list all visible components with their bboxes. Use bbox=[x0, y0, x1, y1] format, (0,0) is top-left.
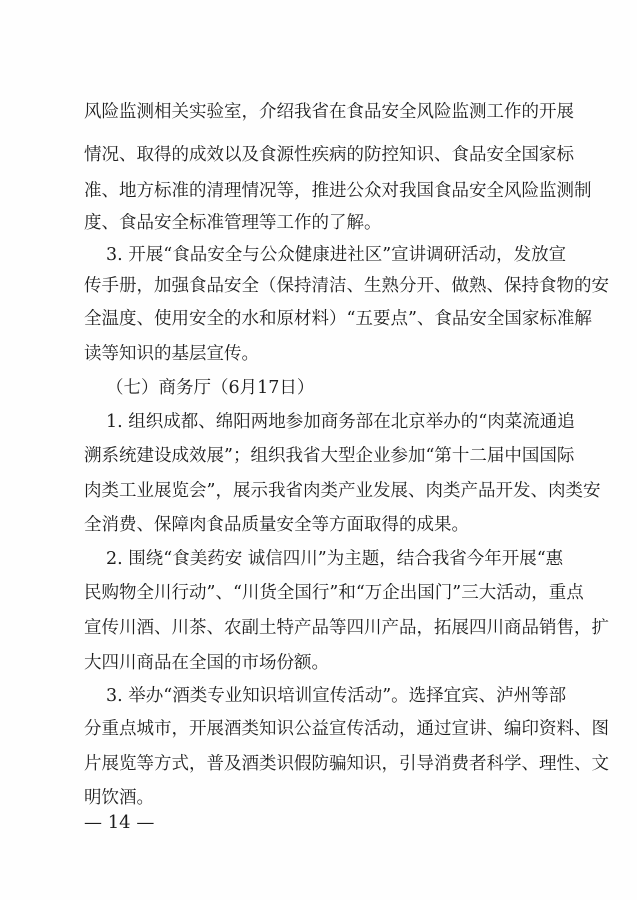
text-line: 全温度、使用安全的水和原材料）“五要点”、食品安全国家标准解 bbox=[84, 309, 592, 329]
text-line: 传手册，加强食品安全（保持清洁、生熟分开、做熟、保持食物的安 bbox=[84, 276, 609, 296]
text-line: 2. 围绕“食美药安 诚信四川”为主题，结合我省今年开展“惠 bbox=[106, 549, 564, 569]
text-line: 分重点城市，开展酒类知识公益宣传活动，通过宣讲、编印资料、图 bbox=[84, 719, 609, 739]
text-line: 肉类工业展览会”，展示我省肉类产业发展、肉类产品开发、肉类安 bbox=[84, 481, 601, 501]
text-line: 3. 开展“食品安全与公众健康进社区”宣讲调研活动，发放宣 bbox=[106, 245, 567, 265]
text-line: 全消费、保障肉食品质量安全等方面取得的成果。 bbox=[84, 515, 469, 535]
text-line: 情况、取得的成效以及食源性疾病的防控知识、食品安全国家标 bbox=[84, 145, 574, 165]
text-line: 风险监测相关实验室，介绍我省在食品安全风险监测工作的开展 bbox=[84, 102, 574, 122]
text-line: 片展览等方式，普及酒类识假防骗知识，引导消费者科学、理性、文 bbox=[84, 754, 609, 774]
text-line: 读等知识的基层宣传。 bbox=[84, 344, 259, 364]
text-line: 3. 举办“酒类专业知识培训宣传活动”。选择宜宾、泸州等部 bbox=[106, 686, 567, 706]
text-line: 准、地方标准的清理情况等，推进公众对我国食品安全风险监测制 bbox=[84, 181, 592, 201]
text-line: 宣传川酒、川茶、农副土特产品等四川产品，拓展四川商品销售，扩 bbox=[84, 618, 609, 638]
text-line: 溯系统建设成效展”；组织我省大型企业参加“第十二届中国国际 bbox=[84, 446, 575, 466]
text-line: 民购物全川行动”、“川货全国行”和“万企出国门”三大活动，重点 bbox=[84, 583, 584, 603]
text-line: 度、食品安全标准管理等工作的了解。 bbox=[84, 213, 382, 233]
text-line: 1. 组织成都、绵阳两地参加商务部在北京举办的“肉菜流通追 bbox=[106, 412, 575, 432]
text-line: 明饮酒。 bbox=[84, 788, 154, 808]
text-line: 大四川商品在全国的市场份额。 bbox=[84, 653, 329, 673]
section-heading: （七）商务厅（6月17日） bbox=[106, 378, 315, 398]
page-number: — 14 — bbox=[84, 812, 155, 833]
